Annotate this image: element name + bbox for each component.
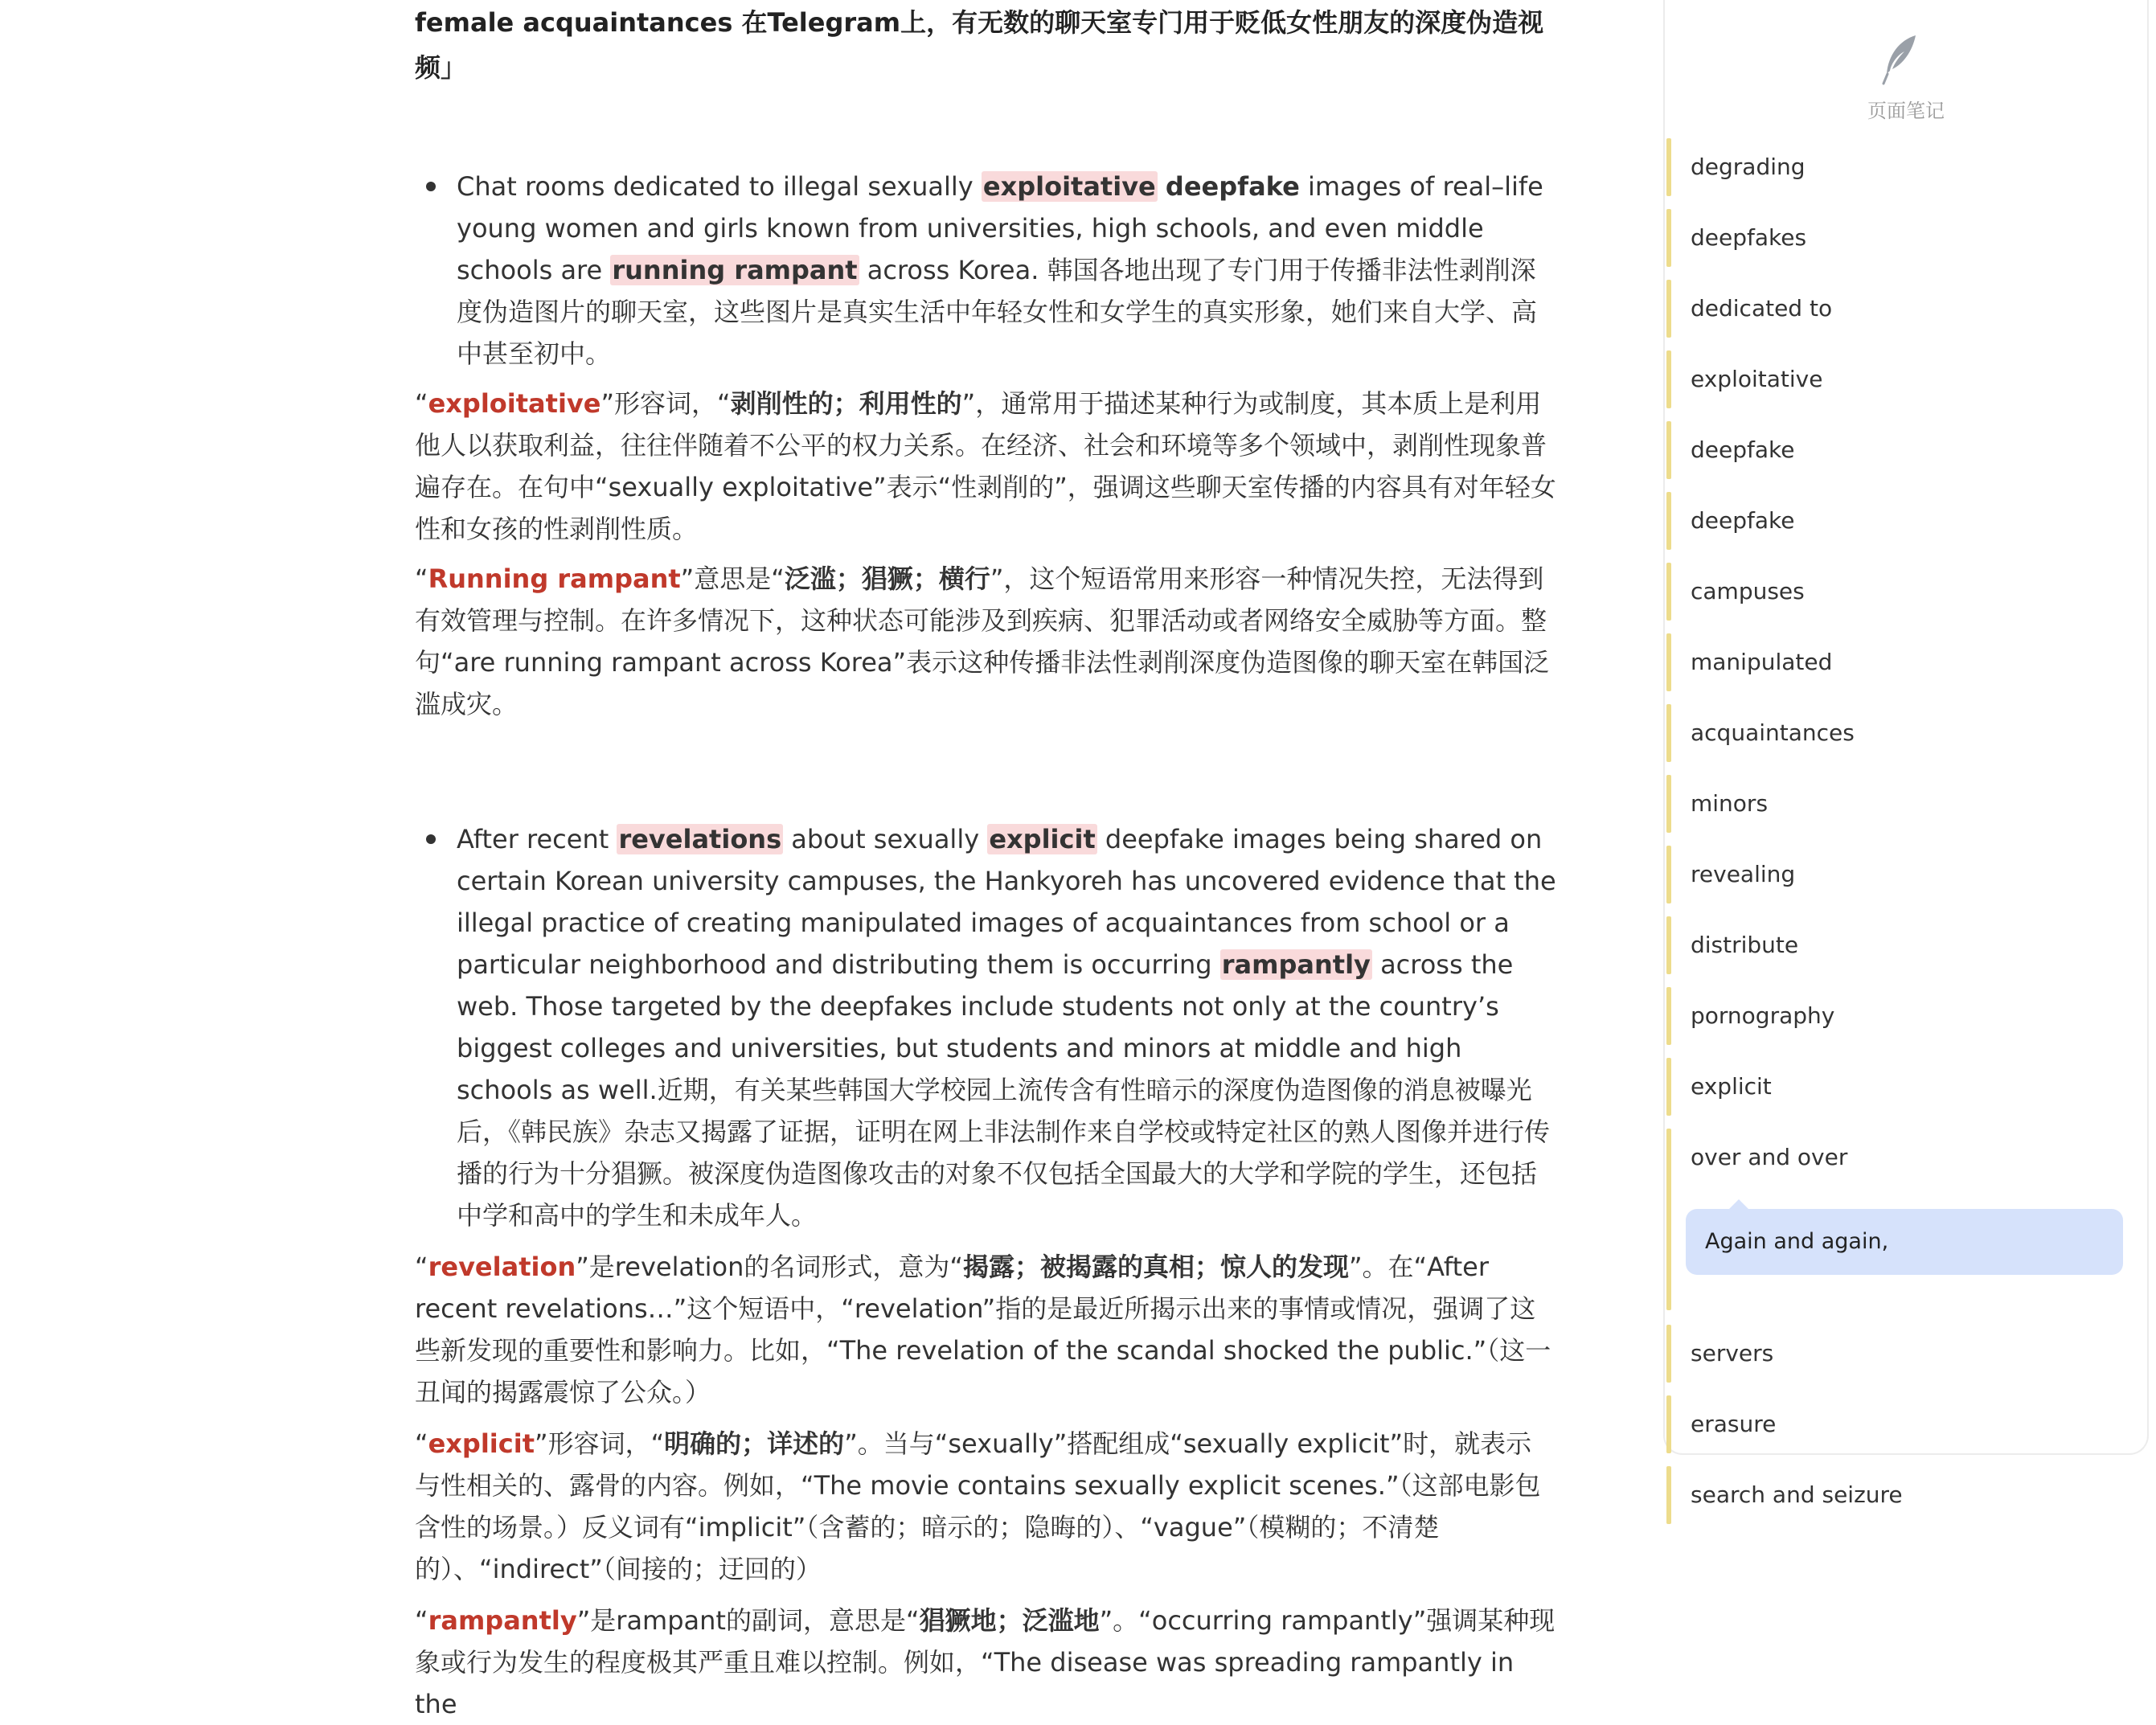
bullet-text: across Korea. 韩国各地出现了专门用于传播非法性剥削深度伪造图片的聊天室，这些图片是真实生活中年轻女性和女学生的真实形象，她们来自大学、高中甚至初中。 — [457, 255, 1538, 369]
explanation-revelation — [415, 1246, 1556, 1413]
note-item[interactable]: acquaintances — [1665, 704, 2147, 775]
article-heading: female acquaintances 在Telegram上，有无数的聊天室专门用于贬低女性朋友的深度伪造视频」 — [415, 7, 1544, 83]
bullet-text: across the web. Those targeted by the deepfakes include students not only at the country’s biggest colleges and universities, but students and minors at middle and high schools as well.近期，有关某些韩国大学校园上流传含有性暗示的深度伪造图像的消息被曝光后，《韩民族》杂志又揭露了证据，证明在网上非法制作来自学校或特定社区的熟人图像并进行传播的行为十分猖獗。被深度伪造图像攻击的对象不仅包括全国最大的大学和学院的学生，还包括中学和高中的学生和未成年人。 — [457, 949, 1551, 1231]
article-content — [415, 0, 1556, 1725]
notes-header — [1665, 34, 2147, 130]
explanation-text: ”。当与“sexually”搭配组成“sexually explicit”时，就表示与性相关的、露骨的内容。例如，“The movie contains sexually explicit scenes.”（这部电影包含性的场景。）反义词有“implicit”（含蓄的；暗示的；隐晦的）、“vague”（模糊的；不清楚的）、“indirect”（间接的；迂回的） — [415, 1428, 1541, 1584]
note-item[interactable]: deepfake — [1665, 492, 2147, 563]
note-bubble-tip — [1729, 1199, 1748, 1209]
term-running-rampant: Running rampant — [428, 563, 681, 594]
bullet-dot — [426, 834, 436, 844]
note-comment-bubble[interactable]: Again and again, — [1686, 1209, 2123, 1275]
highlight-running-rampant[interactable]: running rampant — [612, 255, 858, 285]
bullet-paragraph-1 — [415, 166, 1556, 375]
note-item[interactable]: distribute — [1665, 916, 2147, 987]
bullet-text: images of real–life young women and girls known from universities, high schools, and even middle schools are — [457, 171, 1543, 285]
explanation-text: ”是rampant的副词，意思是“ — [576, 1605, 920, 1636]
bullet-text — [1158, 171, 1166, 202]
spacer — [415, 725, 1556, 818]
bullet-dot — [426, 182, 436, 191]
bullet-text: about sexually — [783, 824, 988, 854]
bullet-text: After recent — [457, 824, 617, 854]
bullet-text: Chat rooms dedicated to illegal sexually — [457, 171, 982, 202]
note-item-active[interactable] — [1665, 1129, 2147, 1325]
note-item[interactable]: erasure — [1665, 1395, 2147, 1466]
note-item[interactable]: manipulated — [1665, 633, 2147, 704]
meaning-bold: 猖獗地；泛滥地 — [919, 1605, 1100, 1636]
notes-title: 页面笔记 — [1867, 100, 1945, 122]
bullet-text: deepfake images being shared on certain Korean university campuses, the Hankyoreh has uncovered evidence that the illegal practice of creating manipulated images of acquaintances from school or a particular neighborhood and distributing them is occurring — [457, 824, 1556, 980]
explanation-running-rampant — [415, 558, 1556, 725]
note-item[interactable]: deepfake — [1665, 421, 2147, 492]
explanation-text: ”，通常用于描述某种行为或制度，其本质上是利用他人以获取利益，往往伴随着不公平的权力关系。在经济、社会和环境等多个领域中，剥削性现象普遍存在。在句中“sexually exploitative”表示“性剥削的”，强调这些聊天室传播的内容具有对年轻女性和女孩的性剥削性质。 — [415, 388, 1556, 544]
note-item[interactable]: deepfakes — [1665, 209, 2147, 280]
quote-mark: “ — [415, 563, 428, 594]
note-item[interactable]: search and seizure — [1665, 1466, 2147, 1537]
quote-mark: “ — [415, 388, 428, 419]
quote-mark: “ — [415, 1428, 428, 1459]
explanation-text: ”是revelation的名词形式，意为“ — [576, 1252, 963, 1282]
note-item[interactable]: campuses — [1665, 563, 2147, 633]
explanation-rampantly — [415, 1600, 1556, 1725]
bullet-paragraph-2 — [415, 818, 1556, 1236]
note-item[interactable]: degrading — [1665, 138, 2147, 209]
term-rampantly: rampantly — [428, 1605, 577, 1636]
note-item[interactable]: minors — [1665, 775, 2147, 846]
meaning-bold: 泛滥；猖獗；横行 — [784, 563, 990, 594]
explanation-exploitative — [415, 383, 1556, 550]
note-item[interactable]: exploitative — [1665, 350, 2147, 421]
quill-icon — [1880, 34, 1920, 88]
notes-list — [1665, 138, 2147, 1537]
note-item[interactable]: dedicated to — [1665, 280, 2147, 350]
note-item[interactable]: servers — [1665, 1325, 2147, 1395]
meaning-bold: 剥削性的；利用性的 — [730, 388, 962, 419]
meaning-bold: 揭露；被揭露的真相；惊人的发现 — [962, 1252, 1349, 1282]
explanation-text: ”形容词，“ — [535, 1428, 665, 1459]
explanation-text: ”意思是“ — [680, 563, 785, 594]
highlight-exploitative[interactable]: exploitative — [982, 171, 1156, 202]
highlight-rampantly[interactable]: rampantly — [1221, 949, 1371, 980]
explanation-text: ”形容词，“ — [600, 388, 731, 419]
quote-mark: “ — [415, 1605, 428, 1636]
explanation-explicit — [415, 1423, 1556, 1590]
note-item-label: over and over — [1691, 1144, 1848, 1170]
term-exploitative: exploitative — [428, 388, 601, 419]
term-explicit: explicit — [428, 1428, 535, 1459]
bold-deepfake: deepfake — [1165, 171, 1300, 202]
note-item[interactable]: revealing — [1665, 846, 2147, 916]
page-notes-panel — [1663, 0, 2149, 1508]
note-item[interactable]: pornography — [1665, 987, 2147, 1058]
note-item[interactable]: explicit — [1665, 1058, 2147, 1129]
highlight-revelations[interactable]: revelations — [618, 824, 782, 854]
spacer — [415, 90, 1556, 166]
explanation-text: ”。“occurring rampantly”强调某种现象或行为发生的程度极其严重且难以控制。例如，“The disease was spreading rampantly in the — [415, 1605, 1556, 1719]
explanation-text: ”。在“After recent revelations…”这个短语中，“revelation”指的是最近所揭示出来的事情或情况，强调了这些新发现的重要性和影响力。比如，“The revelation of the scandal shocked the public.”（这一丑闻的揭露震惊了公众。） — [415, 1252, 1551, 1407]
quote-mark: “ — [415, 1252, 428, 1282]
explanation-text: ”，这个短语常用来形容一种情况失控，无法得到有效管理与控制。在许多情况下，这种状态可能涉及到疾病、犯罪活动或者网络安全威胁等方面。整句“are running rampant across Korea”表示这种传播非法性剥削深度伪造图像的聊天室在韩国泛滥成灾。 — [415, 563, 1550, 719]
term-revelation: revelation — [428, 1252, 576, 1282]
highlight-explicit[interactable]: explicit — [989, 824, 1096, 854]
meaning-bold: 明确的；详述的 — [664, 1428, 845, 1459]
